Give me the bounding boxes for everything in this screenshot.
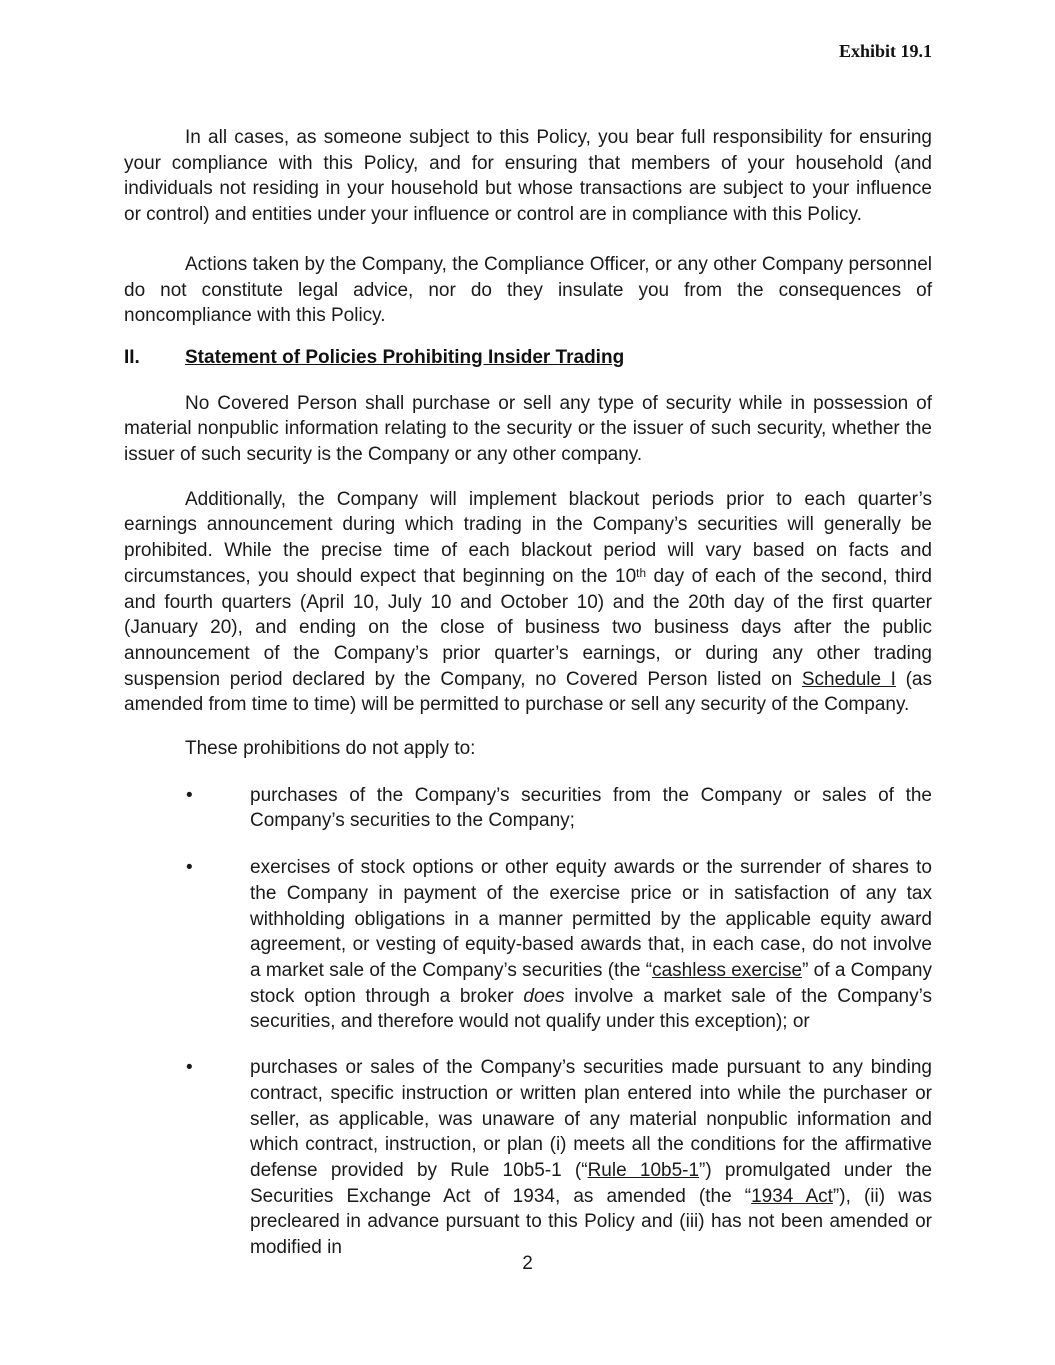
bullet-icon: •	[186, 784, 193, 806]
cashless-exercise-term: cashless exercise	[652, 959, 803, 981]
bullet-item-option-exercises	[124, 855, 932, 1035]
bullet-icon: •	[186, 1057, 193, 1079]
plans-text-3: ”), (ii) was precleared in advance pursuant to this Policy and (iii) has not been amended or modified in	[250, 1185, 932, 1259]
paragraph-no-covered-person: No Covered Person shall purchase or sell any type of security while in possession of material nonpublic information relating to the security or the issuer of such security, whether the issuer of such security is the Company or any other company.	[124, 392, 932, 466]
paragraph-blackout-periods	[124, 487, 932, 718]
exhibit-label: Exhibit 19.1	[838, 41, 932, 61]
section-title: Statement of Policies Prohibiting Insider Trading	[185, 346, 625, 368]
paragraph-prohibitions-intro: These prohibitions do not apply to:	[185, 738, 476, 760]
exercises-text-3: involve a market sale of the Company’s securities, and therefore would not qualify under this exception); or	[250, 985, 932, 1033]
exercises-text-2: ” of a Company stock option through a broker	[250, 959, 932, 1007]
act-1934-term: 1934 Act	[751, 1185, 833, 1207]
page-number: 2	[522, 1253, 533, 1274]
section-number: II.	[124, 346, 140, 368]
bullet-item-trading-plans	[124, 1055, 932, 1261]
blackout-text-3: (as amended from time to time) will be permitted to purchase or sell any security of the Company.	[124, 668, 932, 716]
rule-10b5-1-term: Rule 10b5-1	[587, 1159, 700, 1181]
blackout-text-1: Additionally, the Company will implement blackout periods prior to each quarter’s earnings announcement during which trading in the Company’s securities will generally be prohibited. While the precise time of each blackout period will vary based on facts and circumstances, you should expect that beginning on the 10	[124, 488, 932, 587]
does-emphasis: does	[523, 985, 565, 1007]
exercises-text-1: exercises of stock options or other equity awards or the surrender of shares to the Company in payment of the exercise price or in satisfaction of any tax withholding obligations in a manner permitted by the applicable equity award agreement, or vesting of equity-based awards that, in each case, do not involve a market sale of the Company’s securities (the “	[250, 857, 932, 981]
bullet-text-trading-plans	[250, 1055, 932, 1261]
bullet-item-company-purchases	[124, 783, 932, 834]
document-body	[124, 125, 932, 1261]
plans-text-2: ”) promulgated under the Securities Exchange Act of 1934, as amended (the “	[250, 1159, 932, 1207]
paragraph-compliance-responsibility: In all cases, as someone subject to this Policy, you bear full responsibility for ensuring your compliance with this Policy, and for ensuring that members of your household (and individuals not residing in your household but whose transactions are subject to your influence or control) and entities under your influence or control are in compliance with this Policy.	[124, 127, 932, 226]
paragraph-no-legal-advice: Actions taken by the Company, the Compliance Officer, or any other Company personnel do not constitute legal advice, nor do they insulate you from the consequences of noncompliance with this Policy.	[124, 253, 932, 327]
bullet-text-company-purchases: purchases of the Company’s securities from the Company or sales of the Company’s securities to the Company;	[250, 784, 932, 832]
schedule-i-reference: Schedule I	[801, 668, 896, 690]
bullet-icon: •	[186, 857, 193, 879]
section-heading	[124, 345, 932, 371]
ordinal-superscript: th	[636, 567, 646, 581]
bullet-text-option-exercises	[250, 855, 932, 1035]
blackout-text-2: day of each of the second, third and fourth quarters (April 10, July 10 and October 10) and the 20th day of the first quarter (January 20), and ending on the close of business two business days after the public announcement of the Company’s prior quarter’s earnings, or during any other trading suspension period declared by the Company, no Covered Person listed on	[124, 565, 932, 690]
plans-text-1: purchases or sales of the Company’s securities made pursuant to any binding contract, specific instruction or written plan entered into while the purchaser or seller, as applicable, was unaware of any material nonpublic information and which contract, instruction, or plan (i) meets all the conditions for the affirmative defense provided by Rule 10b5-1 (“	[250, 1057, 932, 1181]
